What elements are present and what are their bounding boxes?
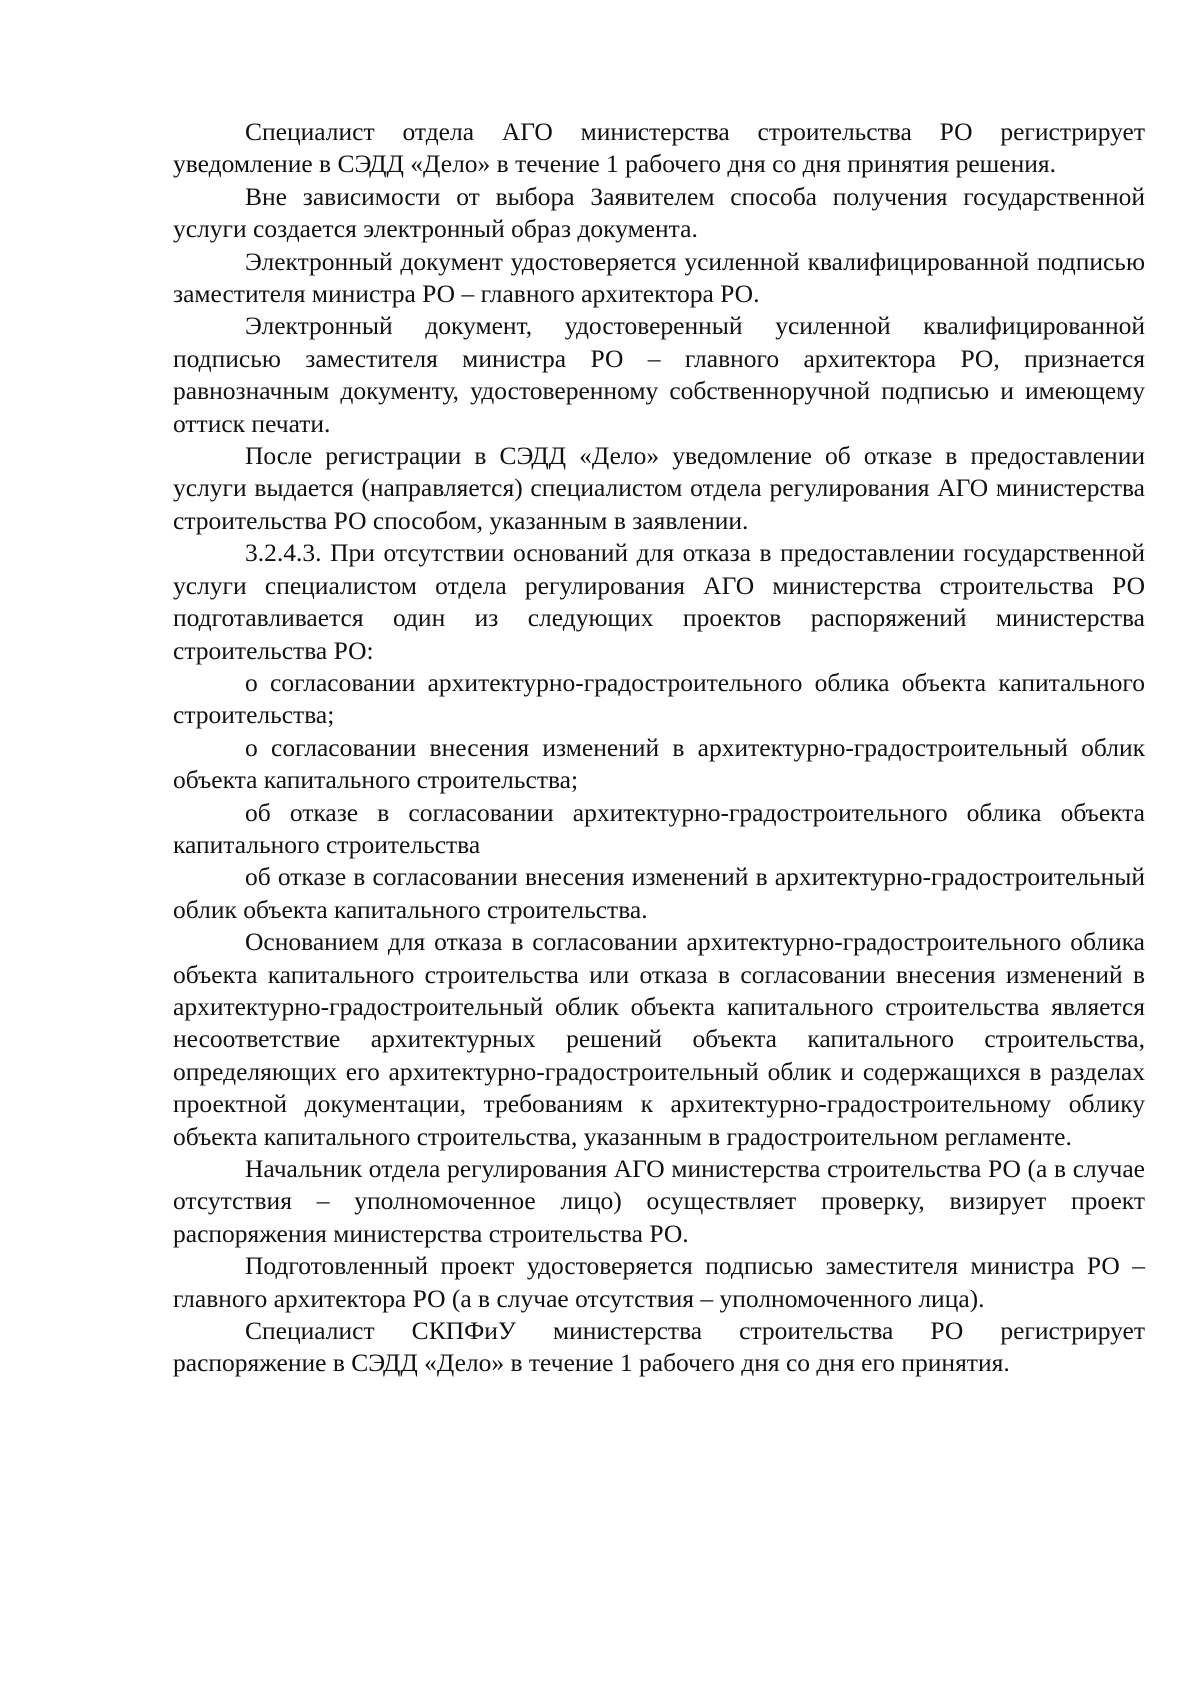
paragraph-head-review: Начальник отдела регулирования АГО министерства строительства РО (а в случае отсутствия – уполномоченное лицо) осуществляет проверку, визирует проект распоряжения министерства строительства РО. xyxy=(173,1154,1145,1248)
paragraph-registration-notice: Специалист отдела АГО министерства строительства РО регистрирует уведомление в СЭДД «Дело» в течение 1 рабочего дня со дня принятия решения. xyxy=(173,117,1145,179)
list-item-refusal-appearance: об отказе в согласовании архитектурно-градостроительного облика объекта капитального строительства xyxy=(173,797,1145,859)
paragraph-order-registration: Специалист СКПФиУ министерства строительства РО регистрирует распоряжение в СЭДД «Дело» в течение 1 рабочего дня со дня его принятия. xyxy=(173,1316,1145,1378)
list-item-approval-appearance: о согласовании архитектурно-градостроительного облика объекта капитального строительства; xyxy=(173,667,1145,730)
list-item-approval-changes: о согласовании внесения изменений в архитектурно-градостроительный облик объекта капитального строительства; xyxy=(173,732,1145,795)
list-item-refusal-changes: об отказе в согласовании внесения изменений в архитектурно-градостроительный облик объекта капитального строительства. xyxy=(173,862,1145,924)
paragraph-project-signature: Подготовленный проект удостоверяется подписью заместителя министра РО – главного архитектора РО (а в случае отсутствия – уполномоченного лица). xyxy=(173,1251,1145,1313)
paragraph-signature-requirement: Электронный документ удостоверяется усиленной квалифицированной подписью заместителя министра РО – главного архитектора РО. xyxy=(173,246,1145,309)
paragraph-grounds-for-refusal: Основанием для отказа в согласовании архитектурно-градостроительного облика объекта капитального строительства или отказа в согласовании внесения изменений в архитектурно-градостроительный облик объекта капитального строительства является несоответствие архитектурных решений объекта капитального строительства, определяющих его архитектурно-градостроительный облик и содержащихся в разделах проектной документации, требованиям к архитектурно-градостроительному облику объекта капитального строительства, указанным в градостроительном регламенте. xyxy=(173,927,1145,1151)
paragraph-section-3-2-4-3: 3.2.4.3. При отсутствии оснований для отказа в предоставлении государственной услуги специалистом отдела регулирования АГО министерства строительства РО подготавливается один из следующих проектов распоряжений министерства строительства РО: xyxy=(173,538,1145,665)
paragraph-signature-equivalence: Электронный документ, удостоверенный усиленной квалифицированной подписью заместителя министра РО – главного архитектора РО, признается равнозначным документу, удостоверенному собственноручной подписью и имеющему оттиск печати. xyxy=(173,311,1145,438)
paragraph-refusal-delivery: После регистрации в СЭДД «Дело» уведомление об отказе в предоставлении услуги выдается (направляется) специалистом отдела регулирования АГО министерства строительства РО способом, указанным в заявлении. xyxy=(173,441,1145,535)
paragraph-electronic-image: Вне зависимости от выбора Заявителем способа получения государственной услуги создается электронный образ документа. xyxy=(173,181,1145,244)
document-body xyxy=(173,116,1145,1380)
